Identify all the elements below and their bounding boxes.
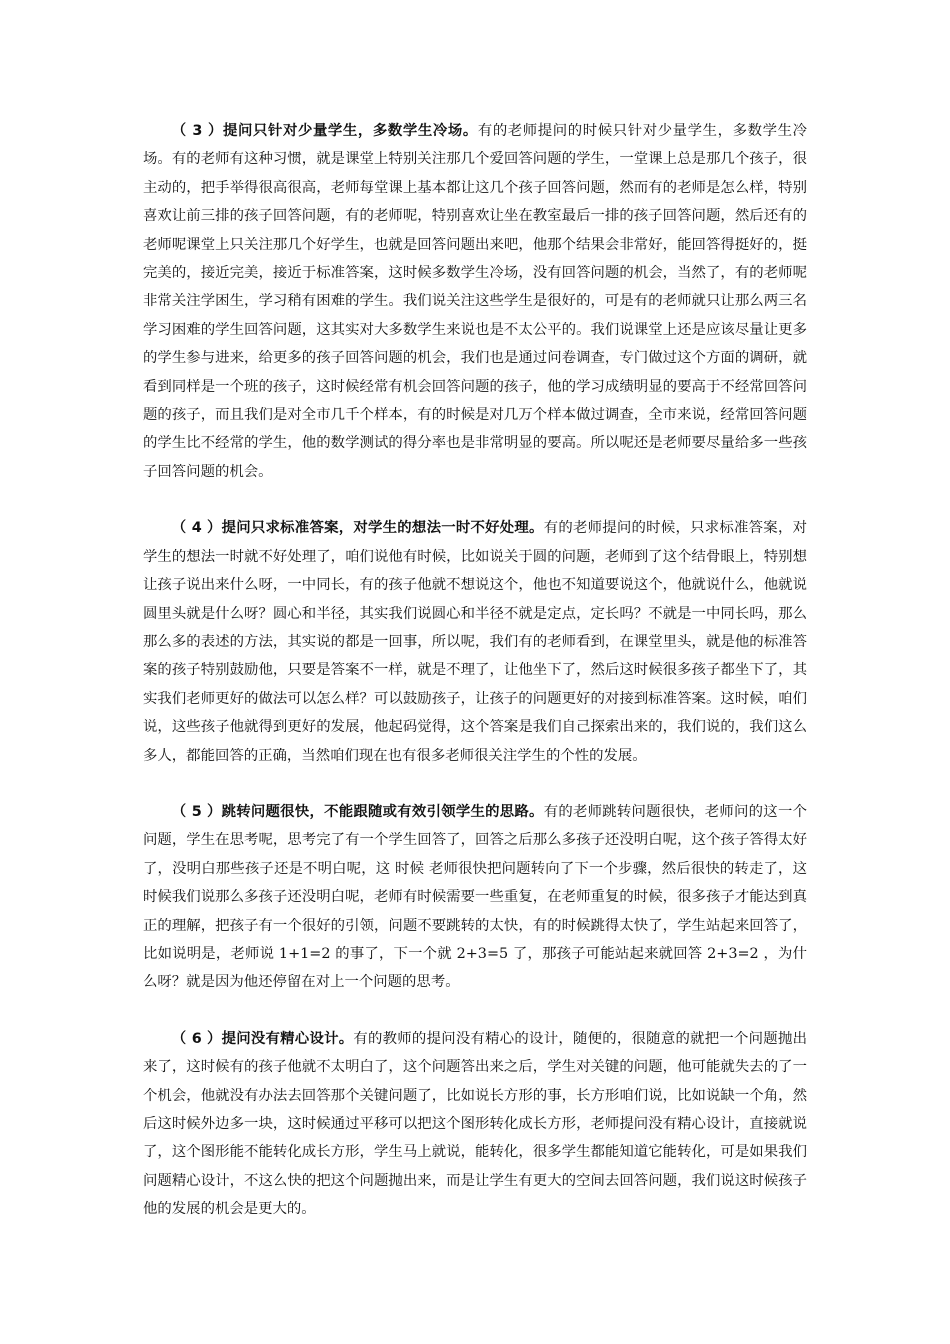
paragraph-4-body: 有的老师提问的时候，只求标准答案，对学生的想法一时就不好处理了，咱们说他有时候，比如说关于圆的问题，老师到了这个结骨眼上，特别想让孩子说出来什么呀，一中同长，有的孩子他就不想说这个，他也不知道要说这个，他就说什么，他就说圆里头就是什么呀？圆心和半径，其实我们说圆心和半径不就是定点，定长吗？不就是一中同长吗，那么那么多的表述的方法，其实说的都是一回事，所以呢，我们有的老师看到，在课堂里头，就是他的标准答案的孩子特别鼓励他，只要是答案不一样，就是不理了，让他坐下了，然后这时候很多孩子都坐下了，其实我们老师更好的做法可以怎么样？可以鼓励孩子，让孩子的问题更好的对接到标准答案。这时候，咱们说，这些孩子他就得到更好的发展，他起码觉得，这个答案是我们自己探索出来的，我们说的，我们这么多人，都能回答的正确，当然咱们现在也有很多老师很关注学生的个性的发展。 <box>143 520 807 764</box>
paragraph-3-heading: （ 3 ）提问只针对少量学生，多数学生冷场。 <box>171 123 478 139</box>
paragraph-6-body: 有的教师的提问没有精心的设计，随便的，很随意的就把一个问题抛出来了，这时候有的孩子他就不太明白了，这个问题答出来之后，学生对关键的问题，他可能就失去的了一个机会，他就没有办法去回答那个关键问题了，比如说长方形的事，长方形咱们说，比如说缺一个角，然后这时候外边多一块，这时候通过平移可以把这个图形转化成长方形，老师提问没有精心设计，直接就说了，这个图形能不能转化成长方形，学生马上就说，能转化，很多学生都能知道它能转化，可是如果我们问题精心设计，不这么快的把这个问题抛出来，而是让学生有更大的空间去回答问题，我们说这时候孩子他的发展的机会是更大的。 <box>143 1030 807 1218</box>
paragraph-3 <box>143 117 807 486</box>
paragraph-4-heading: （ 4 ）提问只求标准答案，对学生的想法一时不好处理。 <box>171 520 544 537</box>
paragraph-4 <box>143 514 807 770</box>
document-page <box>143 117 807 1252</box>
paragraph-3-body: 有的老师提问的时候只针对少量学生，多数学生冷场。有的老师有这种习惯，就是课堂上特别关注那几个爱回答问题的学生，一堂课上总是那几个孩子，很主动的，把手举得很高很高，老师每堂课上基本都让这几个孩子回答问题，然而有的老师是怎么样，特别喜欢让前三排的孩子回答问题，有的老师呢，特别喜欢让坐在教室最后一排的孩子回答问题，然后还有的老师呢课堂上只关注那几个好学生，也就是回答问题出来吧，他那个结果会非常好，能回答得挺好的，挺完美的，接近完美，接近于标准答案，这时候多数学生冷场，没有回答问题的机会，当然了，有的老师呢非常关注学困生，学习稍有困难的学生。我们说关注这些学生是很好的，可是有的老师就只让那么两三名学习困难的学生回答问题，这其实对大多数学生来说也是不太公平的。我们说课堂上还是应该尽量让更多的学生参与进来，给更多的孩子回答问题的机会，我们也是通过问卷调查，专门做过这个方面的调研，就看到同样是一个班的孩子，这时候经常有机会回答问题的孩子，他的学习成绩明显的要高于不经常回答问题的孩子，而且我们是对全市几千个样本，有的时候是对几万个样本做过调查，全市来说，经常回答问题的学生比不经常的学生，他的数学测试的得分率也是非常明显的要高。所以呢还是老师要尽量给多一些孩子回答问题的机会。 <box>143 123 807 480</box>
paragraph-5-heading: （ 5 ）跳转问题很快，不能跟随或有效引领学生的思路。 <box>171 803 544 820</box>
paragraph-5-body: 有的老师跳转问题很快，老师问的这一个问题，学生在思考呢，思考完了有一个学生回答了，回答之后那么多孩子还没明白呢，这个孩子答得太好了，没明白那些孩子还是不明白呢，这 时候 老师很快把问题转向了下一个步骤，然后很快的转走了，这时候我们说那么多孩子还没明白呢，老师有时候需要一些重复，在老师重复的时候，很多孩子才能达到真正的理解，把孩子有一个很好的引领，问题不要跳转的太快，有的时候跳得太快了，学生站起来回答了，比如说明是，老师说 1+1=2 的事了，下一个就 2+3=5 了，那孩子可能站起来就回答 2+3=2 ，为什么呀？就是因为他还停留在对上一个问题的思考。 <box>143 803 807 991</box>
paragraph-6-heading: （ 6 ）提问没有精心设计。 <box>171 1030 354 1047</box>
paragraph-5 <box>143 798 807 997</box>
paragraph-6 <box>143 1025 807 1224</box>
